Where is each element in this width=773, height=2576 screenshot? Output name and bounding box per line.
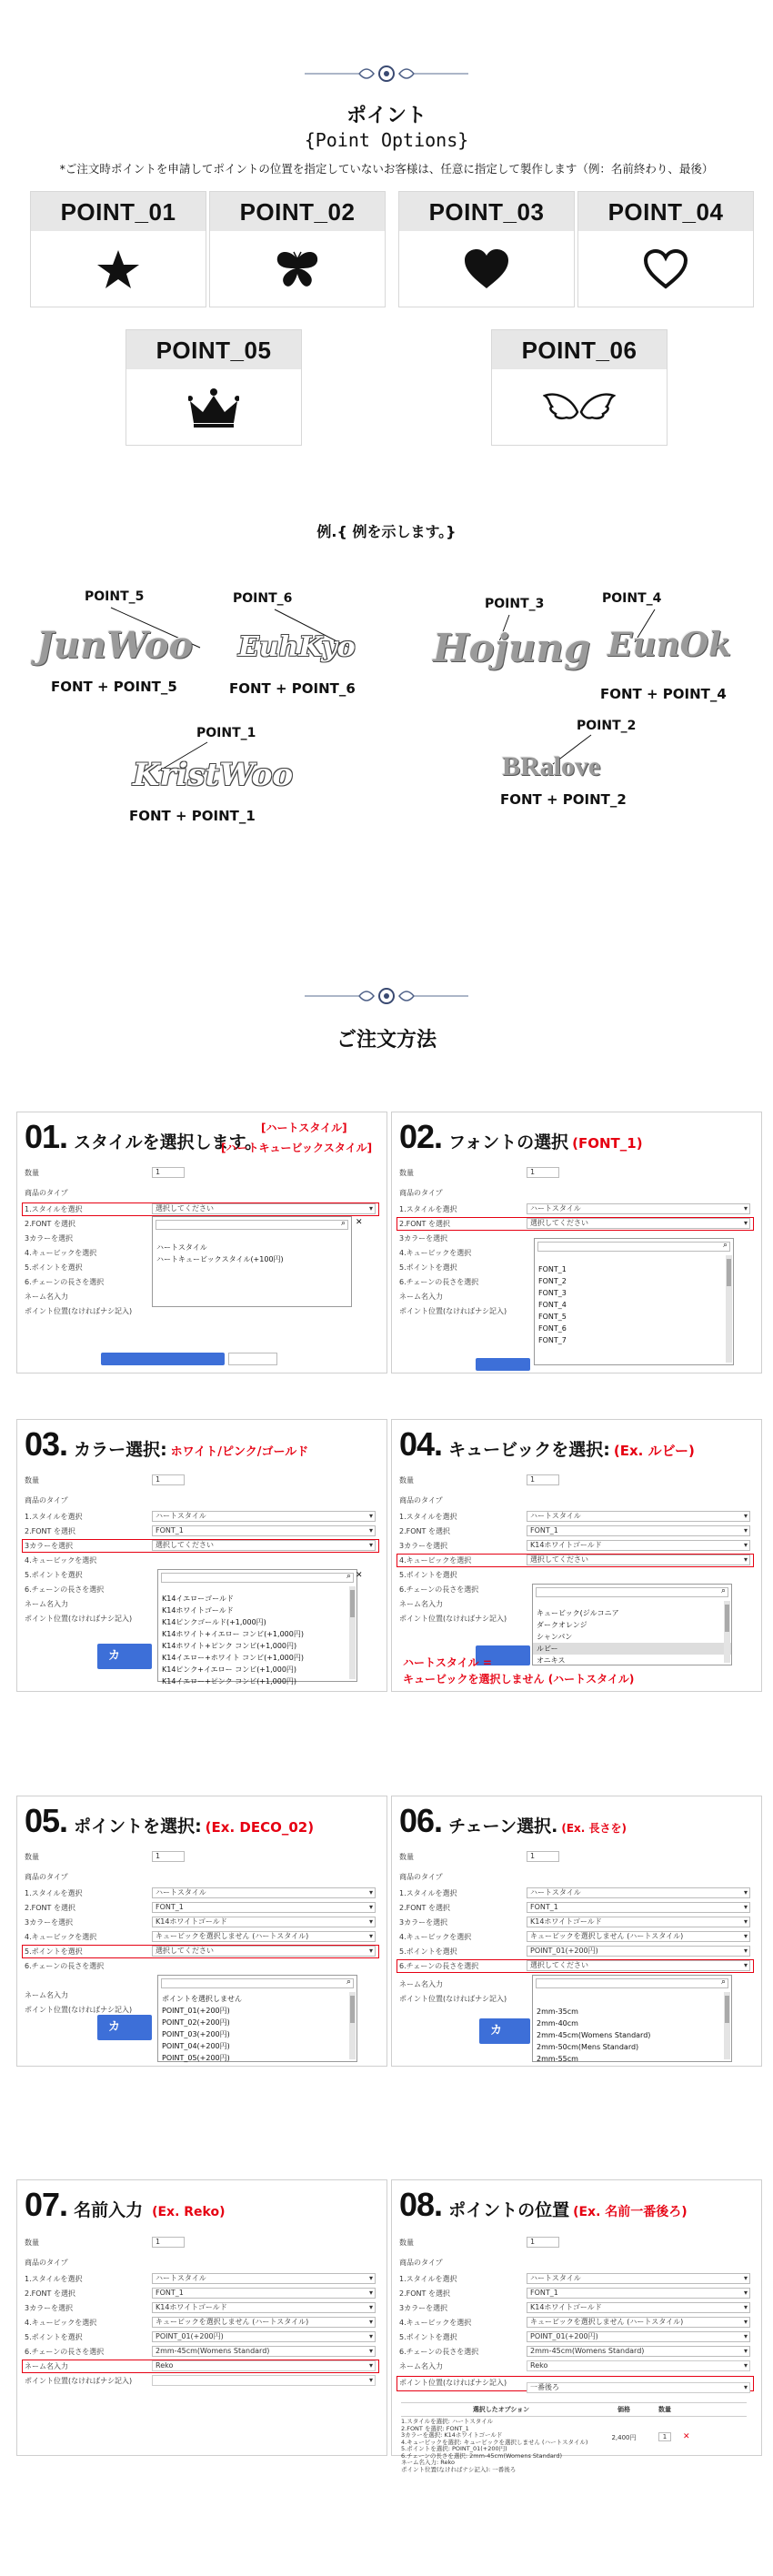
crown-icon bbox=[188, 387, 239, 428]
dropdown-option[interactable]: キュービック(ジルコニア bbox=[537, 1609, 619, 1617]
example-caption: FONT + POINT_4 bbox=[600, 686, 727, 702]
dropdown-option[interactable]: ダークオレンジ bbox=[537, 1621, 587, 1629]
divider-ornament bbox=[305, 984, 468, 1008]
cubic-label: 4.キュービックを選択 bbox=[25, 2319, 97, 2327]
step-note: (Ex. ルビー) bbox=[613, 1443, 695, 1459]
step-number: 03 bbox=[25, 1425, 60, 1463]
dropdown-option[interactable]: K14イエロー+ピンク コンビ(+1,000円) bbox=[162, 1677, 297, 1685]
step-05-panel: 05 . ポイントを選択: (Ex. DECO_02) 数量 1 商品のタイプ 1.スタイルを選択 ハートスタイル ▾ 2.FONT を選択 FONT_1 ▾ 3カラーを選択 K14ホワイトゴールド ▾ 4.キュービックを選択 キュービックを選択しません (ハートスタイル) ▾ 5.ポイントを選択 選択してください ▾ 6.チェーンの長さを選択 ネーム名入力 ポイント位置(なければナシ記入) ⌕ ポイントを選択しません POINT_01(+200円) POINT_02(+200円) POINT_03(+200円) POINT_04(+200円) POINT_05(+200円) カ bbox=[16, 1796, 387, 2067]
example-name: Hojung bbox=[433, 626, 591, 670]
step-note: [ハートスタイル] bbox=[261, 1122, 347, 1134]
style-select[interactable]: ハートスタイル ▾ bbox=[527, 1511, 750, 1522]
step-note: (Ex. 名前一番後ろ) bbox=[573, 2205, 688, 2219]
position-label: ポイント位置(なければナシ記入) bbox=[399, 1995, 507, 2003]
search-icon[interactable] bbox=[161, 1978, 354, 1988]
example-label: POINT_2 bbox=[577, 719, 637, 733]
star-icon bbox=[96, 248, 140, 290]
point-label: 5.ポイントを選択 bbox=[25, 2333, 83, 2341]
add-cart-button[interactable] bbox=[101, 1353, 225, 1365]
example-name: EunOk bbox=[607, 626, 732, 664]
qty-label: 数量 bbox=[25, 1476, 39, 1484]
qty-input[interactable]: 1 bbox=[152, 1167, 185, 1178]
dropdown-option[interactable]: POINT_04(+200円) bbox=[162, 2042, 230, 2050]
step-06-panel: 06 . チェーン選択. (Ex. 長さを) 数量 1 商品のタイプ 1.スタイルを選択 ハートスタイル ▾ 2.FONT を選択 FONT_1 ▾ 3カラーを選択 K14ホワイトゴールド ▾ 4.キュービックを選択 キュービックを選択しません (ハートスタイル) ▾ 5.ポイントを選択 POINT_01(+200円) ▾ 6.チェーンの長さを選択 選択してください ▾ ネーム名入力 ポイント位置(なければナシ記入) ⌕ 2mm-35cm 2mm-40cm 2mm-45cm(Womens Standard) 2mm-50cm(Mens Standard) 2mm-55cm カ bbox=[391, 1796, 762, 2067]
cubic-select[interactable]: キュービックを選択しません (ハートスタイル) ▾ bbox=[152, 2317, 376, 2328]
step-title: キュービックを選択: bbox=[448, 1440, 610, 1460]
style-label: 1.スタイルを選択 bbox=[399, 1889, 457, 1897]
name-label: ネーム名入力 bbox=[25, 2362, 68, 2370]
qty-input[interactable]: 1 bbox=[152, 1851, 185, 1862]
dropdown-option[interactable]: K14ピンクゴールド(+1,000円) bbox=[162, 1618, 266, 1626]
color-label: 3カラーを選択 bbox=[25, 1234, 74, 1243]
dropdown-option[interactable]: FONT_7 bbox=[538, 1336, 567, 1344]
step-08-panel: 08 . ポイントの位置 (Ex. 名前一番後ろ) 数量 1 商品のタイプ 1.スタイルを選択 ハートスタイル ▾ 2.FONT を選択 FONT_1 ▾ 3カラーを選択 K14ホワイトゴールド ▾ 4.キュービックを選択 キュービックを選択しません (ハートスタイル) ▾ 5.ポイントを選択 POINT_01(+200円) ▾ 6.チェーンの長さを選択 2mm-45cm(Womens Standard) ▾ ネーム名入力 Reko ▾ ポイント位置(なければナシ記入) 一番後ろ ▾ 選択したオプション 価格 数量 1.スタイルを選択: ハートスタイル 2.FONT を選択: FONT_1 3カラーを選択: K14ホワイトゴールド 4.キュービックを選択: キュービックを選択しません (ハートスタイル) 5.ポイントを選択: POINT_01(+200円) 6.チェーンの長さを選択: 2mm-45cm(Womens Standard) ネーム名入力: Reko ポイント位置(なければナシ記入): 一番後ろ 2,400円 1 ✕ bbox=[391, 2179, 762, 2456]
selected-options-table bbox=[401, 2402, 747, 2473]
font-label: 2.FONT を選択 bbox=[25, 1527, 75, 1535]
points-subtitle: {Point Options} bbox=[304, 129, 469, 151]
color-select[interactable]: K14ホワイトゴールド ▾ bbox=[527, 1540, 750, 1551]
position-label: ポイント位置(なければナシ記入) bbox=[399, 2379, 507, 2387]
scrollbar[interactable] bbox=[349, 1586, 356, 1679]
dropdown-option[interactable]: ハートキュービックスタイル(+100円) bbox=[156, 1255, 284, 1263]
position-label: ポイント位置(なければナシ記入) bbox=[25, 1615, 133, 1623]
step-title: フォントの選択 bbox=[448, 1132, 569, 1152]
step-note: (Ex. 長さを) bbox=[561, 1822, 627, 1835]
table-header: 選択したオプション bbox=[472, 2406, 530, 2413]
dropdown-option[interactable]: ハートスタイル bbox=[156, 1243, 207, 1252]
close-icon[interactable]: ✕ bbox=[356, 1571, 363, 1580]
point-card-label: POINT_06 bbox=[492, 330, 667, 369]
example-name: EuhKyo bbox=[238, 631, 356, 663]
step-warning: ハートスタイル = キュービックを選択しません (ハートスタイル) bbox=[403, 1656, 635, 1685]
step-note: [ハートキュービックスタイル] bbox=[221, 1142, 373, 1154]
step-number: 02 bbox=[399, 1118, 435, 1155]
dropdown-option[interactable]: FONT_3 bbox=[538, 1289, 567, 1297]
step-number: 05 bbox=[25, 1802, 60, 1839]
cubic-label: 4.キュービックを選択 bbox=[25, 1556, 97, 1565]
step-title: カラー選択: bbox=[74, 1440, 167, 1460]
search-icon[interactable] bbox=[156, 1220, 348, 1230]
style-select[interactable]: 選択してください ▾ bbox=[152, 1203, 376, 1214]
point-card-01 bbox=[30, 191, 206, 307]
name-label: ネーム名入力 bbox=[25, 1991, 68, 1999]
font-label: 2.FONT を選択 bbox=[25, 1220, 75, 1228]
type-label: 商品のタイプ bbox=[399, 2259, 443, 2267]
point-card-06 bbox=[491, 329, 668, 446]
dropdown-option[interactable]: 2mm-55cm bbox=[537, 2055, 578, 2063]
font-dropdown[interactable] bbox=[534, 1238, 734, 1365]
cubic-select[interactable]: キュービックを選択しません (ハートスタイル) ▾ bbox=[152, 1931, 376, 1942]
add-cart-label: カ bbox=[490, 2024, 503, 2038]
font-label: 2.FONT を選択 bbox=[399, 1527, 450, 1535]
qty-label: 数量 bbox=[399, 2239, 414, 2247]
point-card-label: POINT_03 bbox=[399, 192, 574, 231]
heart-outline-icon bbox=[643, 248, 688, 290]
add-cart-button[interactable] bbox=[479, 2018, 530, 2044]
style-label: 1.スタイルを選択 bbox=[25, 1205, 83, 1213]
dropdown-option[interactable]: 2mm-40cm bbox=[537, 2019, 578, 2028]
qty-input[interactable]: 1 bbox=[527, 2237, 559, 2248]
add-cart-button[interactable] bbox=[476, 1358, 530, 1371]
qty-input[interactable]: 1 bbox=[152, 1474, 185, 1485]
color-select[interactable]: K14ホワイトゴールド ▾ bbox=[152, 1917, 376, 1927]
summary-qty[interactable]: 1 bbox=[647, 2419, 683, 2473]
type-label: 商品のタイプ bbox=[25, 1496, 68, 1504]
font-label: 2.FONT を選択 bbox=[25, 1904, 75, 1912]
font-select[interactable]: FONT_1 ▾ bbox=[152, 1525, 376, 1536]
summary-price: 2,400円 bbox=[611, 2434, 637, 2441]
cubic-label: 4.キュービックを選択 bbox=[399, 2319, 472, 2327]
step-note: (Ex. DECO_02) bbox=[205, 1819, 315, 1836]
dropdown-option[interactable]: オニキス bbox=[537, 1656, 566, 1665]
chain-label: 6.チェーンの長さを選択 bbox=[25, 1278, 105, 1286]
example-caption: FONT + POINT_2 bbox=[500, 791, 627, 808]
example-label: POINT_1 bbox=[196, 726, 256, 740]
font-select[interactable]: FONT_1 ▾ bbox=[152, 1902, 376, 1913]
qty-label: 数量 bbox=[25, 2239, 39, 2247]
chain-label: 6.チェーンの長さを選択 bbox=[25, 1585, 105, 1594]
style-select[interactable]: ハートスタイル ▾ bbox=[527, 1887, 750, 1898]
font-label: 2.FONT を選択 bbox=[399, 2289, 450, 2298]
step-number: 06 bbox=[399, 1802, 435, 1839]
name-label: ネーム名入力 bbox=[399, 2362, 443, 2370]
dropdown-option[interactable]: 2mm-35cm bbox=[537, 2007, 578, 2016]
chain-label: 6.チェーンの長さを選択 bbox=[399, 2348, 479, 2356]
name-input[interactable]: Reko ▾ bbox=[527, 2360, 750, 2371]
step-note: (FONT_1) bbox=[572, 1135, 643, 1152]
color-label: 3カラーを選択 bbox=[399, 1542, 448, 1550]
type-label: 商品のタイプ bbox=[399, 1189, 443, 1197]
color-label: 3カラーを選択 bbox=[399, 2304, 448, 2312]
dropdown-option[interactable]: 2mm-45cm(Womens Standard) bbox=[537, 2031, 651, 2039]
step-title: スタイルを選択します。 bbox=[74, 1132, 263, 1152]
step-title: ポイントを選択: bbox=[74, 1816, 202, 1836]
dropdown-option[interactable]: POINT_01(+200円) bbox=[162, 2007, 230, 2015]
point-label: 5.ポイントを選択 bbox=[399, 1947, 457, 1956]
cubic-label: 4.キュービックを選択 bbox=[399, 1556, 472, 1565]
qty-input[interactable]: 1 bbox=[527, 1167, 559, 1178]
style-select[interactable]: ハートスタイル ▾ bbox=[152, 1887, 376, 1898]
qty-input[interactable]: 1 bbox=[527, 1851, 559, 1862]
step-03-panel: 03 . カラー選択: ホワイト/ピンク/ゴールド 数量 1 商品のタイプ 1.スタイルを選択 ハートスタイル ▾ 2.FONT を選択 FONT_1 ▾ 3カラーを選択 選択してください ▾ 4.キュービックを選択 5.ポイントを選択 6.チェーンの長さを選択 ネーム名入力 ポイント位置(なければナシ記入) ⌕ K14イエローゴールド K14ホワイトゴールド K14ピンクゴールド(+1,000円) K14ホワイト+イエロー コンビ(+1,000円) K14ホワイト+ピンク コンビ(+1,000円) K14イエロー+ホワイト コンビ(+1,000円) K14ピンク+イエロー コンビ(+1,000円) K14イエロー+ピンク コンビ(+1,000円) ✕ カ bbox=[16, 1419, 387, 1692]
add-cart-button[interactable] bbox=[97, 2015, 152, 2040]
dropdown-option[interactable]: POINT_02(+200円) bbox=[162, 2018, 230, 2027]
step-01-panel: 01 . スタイルを選択します。 [ハートスタイル] [ハートキュービックスタイル] 数量 1 商品のタイプ 1.スタイルを選択 選択してください ▾ 2.FONT を選択 3カラーを選択 4.キュービックを選択 5.ポイントを選択 6.チェーンの長さを選択 ネーム名入力 ポイント位置(なければナシ記入) ⌕ ハートスタイル ハートキュービックスタイル(+100円) ✕ bbox=[16, 1112, 387, 1374]
color-select[interactable]: K14ホワイトゴールド ▾ bbox=[152, 2302, 376, 2313]
chain-label: 6.チェーンの長さを選択 bbox=[399, 1278, 479, 1286]
dropdown-option[interactable]: ルビー bbox=[533, 1643, 731, 1655]
point-dropdown[interactable] bbox=[157, 1975, 357, 2062]
font-label: 2.FONT を選択 bbox=[25, 2289, 75, 2298]
point-card-label: POINT_04 bbox=[578, 192, 753, 231]
points-title: ポイント bbox=[346, 105, 427, 127]
color-label: 3カラーを選択 bbox=[25, 1918, 74, 1927]
chain-label: 6.チェーンの長さを選択 bbox=[399, 1962, 479, 1970]
dropdown-option[interactable]: FONT_1 bbox=[538, 1265, 567, 1273]
point-label: 5.ポイントを選択 bbox=[399, 2333, 457, 2341]
order-title: ご注文方法 bbox=[336, 1029, 437, 1052]
step-02-panel: 02 . フォントの選択 (FONT_1) 数量 1 商品のタイプ 1.スタイルを選択 ハートスタイル ▾ 2.FONT を選択 選択してください ▾ 3カラーを選択 4.キュービックを選択 5.ポイントを選択 6.チェーンの長さを選択 ネーム名入力 ポイント位置(なければナシ記入) ⌕ FONT_1 FONT_2 FONT_3 FONT_4 FONT_5 FONT_6 FONT_7 bbox=[391, 1112, 762, 1374]
chain-select[interactable]: 2mm-45cm(Womens Standard) ▾ bbox=[152, 2346, 376, 2357]
color-select[interactable]: 選択してください ▾ bbox=[152, 1540, 376, 1551]
example-name: JunWoo bbox=[36, 624, 194, 667]
scrollbar[interactable] bbox=[724, 1601, 730, 1663]
style-select[interactable]: ハートスタイル ▾ bbox=[152, 1511, 376, 1522]
chain-select[interactable]: 2mm-45cm(Womens Standard) ▾ bbox=[527, 2346, 750, 2357]
step-note: (Ex. Reko) bbox=[152, 2205, 226, 2219]
point-card-label: POINT_02 bbox=[210, 192, 385, 231]
butterfly-icon bbox=[274, 248, 321, 290]
style-label: 1.スタイルを選択 bbox=[399, 2275, 457, 2283]
color-dropdown[interactable] bbox=[157, 1569, 357, 1685]
name-input[interactable]: Reko ▾ bbox=[152, 2360, 376, 2371]
point-label: 5.ポイントを選択 bbox=[399, 1263, 457, 1272]
style-select[interactable]: ハートスタイル ▾ bbox=[527, 2273, 750, 2284]
dropdown-option[interactable]: FONT_4 bbox=[538, 1301, 567, 1309]
position-label: ポイント位置(なければナシ記入) bbox=[25, 2006, 133, 2014]
point-card-label: POINT_01 bbox=[31, 192, 206, 231]
point-card-03 bbox=[398, 191, 575, 307]
font-select[interactable]: FONT_1 ▾ bbox=[527, 1525, 750, 1536]
dropdown-option[interactable]: シャンパン bbox=[537, 1633, 573, 1641]
dropdown-option[interactable]: K14イエローゴールド bbox=[162, 1595, 234, 1603]
points-note: *ご注文時ポイントを申請してポイントの位置を指定していないお客様は、任意に指定して製作します（例：名前終わり、最後） bbox=[59, 162, 714, 176]
example-label: POINT_6 bbox=[233, 591, 293, 606]
cubic-label: 4.キュービックを選択 bbox=[399, 1249, 472, 1257]
chain-label: 6.チェーンの長さを選択 bbox=[399, 1585, 479, 1594]
point-card-02 bbox=[209, 191, 386, 307]
point-label: 5.ポイントを選択 bbox=[399, 1571, 457, 1579]
dropdown-option[interactable]: K14ピンク+イエロー コンビ(+1,000円) bbox=[162, 1665, 297, 1674]
color-label: 3カラーを選択 bbox=[25, 2304, 74, 2312]
style-select[interactable]: ハートスタイル ▾ bbox=[527, 1203, 750, 1214]
search-icon[interactable] bbox=[161, 1573, 354, 1583]
font-select[interactable]: 選択してください ▾ bbox=[527, 1218, 750, 1229]
dropdown-option[interactable]: FONT_6 bbox=[538, 1324, 567, 1333]
position-input[interactable] bbox=[152, 2375, 376, 2386]
dropdown-option[interactable]: FONT_2 bbox=[538, 1277, 567, 1285]
style-select[interactable]: ハートスタイル ▾ bbox=[152, 2273, 376, 2284]
dropdown-option[interactable]: K14ホワイト+ピンク コンビ(+1,000円) bbox=[162, 1642, 297, 1650]
style-label: 1.スタイルを選択 bbox=[25, 1889, 83, 1897]
font-select[interactable]: FONT_1 ▾ bbox=[527, 1902, 750, 1913]
position-input[interactable]: 一番後ろ ▾ bbox=[527, 2382, 750, 2393]
cubic-label: 4.キュービックを選択 bbox=[25, 1933, 97, 1941]
examples-title: 例.{ 例を示します。} bbox=[316, 523, 457, 540]
position-label: ポイント位置(なければナシ記入) bbox=[25, 1307, 133, 1315]
font-select[interactable]: FONT_1 ▾ bbox=[152, 2288, 376, 2299]
cubic-label: 4.キュービックを選択 bbox=[399, 1933, 472, 1941]
dropdown-option[interactable]: K14ホワイトゴールド bbox=[162, 1606, 234, 1615]
example-name: BRalove bbox=[502, 751, 601, 781]
name-label: ネーム名入力 bbox=[399, 1600, 443, 1608]
dropdown-option[interactable]: ポイントを選択しません bbox=[162, 1995, 242, 2003]
divider-ornament bbox=[305, 62, 468, 86]
example-label: POINT_3 bbox=[485, 597, 545, 611]
chain-label: 6.チェーンの長さを選択 bbox=[25, 2348, 105, 2356]
qty-label: 数量 bbox=[399, 1169, 414, 1177]
heart-icon bbox=[464, 248, 509, 290]
name-label: ネーム名入力 bbox=[25, 1600, 68, 1608]
scrollbar[interactable] bbox=[349, 1992, 356, 2059]
step-number: 01 bbox=[25, 1118, 60, 1155]
name-label: ネーム名入力 bbox=[399, 1980, 443, 1988]
point-label: 5.ポイントを選択 bbox=[25, 1947, 83, 1956]
position-label: ポイント位置(なければナシ記入) bbox=[25, 2377, 133, 2385]
name-label: ネーム名入力 bbox=[25, 1293, 68, 1301]
qty-input[interactable]: 1 bbox=[527, 1474, 559, 1485]
chain-label: 6.チェーンの長さを選択 bbox=[25, 1962, 105, 1970]
type-label: 商品のタイプ bbox=[25, 2259, 68, 2267]
step-title: ポイントの位置 bbox=[448, 2200, 570, 2220]
search-icon[interactable] bbox=[536, 1587, 728, 1597]
point-card-label: POINT_05 bbox=[126, 330, 301, 369]
name-label: ネーム名入力 bbox=[399, 1293, 443, 1301]
dropdown-option[interactable]: POINT_05(+200円) bbox=[162, 2054, 230, 2062]
dropdown-option[interactable]: K14イエロー+ホワイト コンビ(+1,000円) bbox=[162, 1654, 304, 1662]
example-caption: FONT + POINT_5 bbox=[51, 679, 177, 695]
position-label: ポイント位置(なければナシ記入) bbox=[399, 1307, 507, 1315]
secondary-button[interactable] bbox=[228, 1353, 277, 1365]
point-label: 5.ポイントを選択 bbox=[25, 1263, 83, 1272]
dropdown-option[interactable]: K14ホワイト+イエロー コンビ(+1,000円) bbox=[162, 1630, 304, 1638]
font-label: 2.FONT を選択 bbox=[399, 1220, 450, 1228]
point-card-04 bbox=[577, 191, 754, 307]
style-dropdown[interactable] bbox=[152, 1216, 352, 1307]
example-caption: FONT + POINT_1 bbox=[129, 808, 256, 824]
qty-label: 数量 bbox=[25, 1853, 39, 1861]
dropdown-option[interactable]: 2mm-50cm(Mens Standard) bbox=[537, 2043, 639, 2051]
color-label: 3カラーを選択 bbox=[25, 1542, 74, 1550]
step-title: 名前入力 bbox=[74, 2200, 144, 2220]
chain-dropdown[interactable] bbox=[532, 1975, 732, 2062]
scrollbar[interactable] bbox=[724, 1992, 730, 2059]
type-label: 商品のタイプ bbox=[25, 1189, 68, 1197]
cubic-select[interactable]: キュービックを選択しません (ハートスタイル) ▾ bbox=[527, 1931, 750, 1942]
font-label: 2.FONT を選択 bbox=[399, 1904, 450, 1912]
remove-icon[interactable]: ✕ bbox=[683, 2432, 690, 2441]
point-card-05 bbox=[125, 329, 302, 446]
style-label: 1.スタイルを選択 bbox=[399, 1513, 457, 1521]
cubic-select[interactable]: キュービックを選択しません (ハートスタイル) ▾ bbox=[527, 2317, 750, 2328]
qty-label: 数量 bbox=[399, 1853, 414, 1861]
point-select[interactable]: POINT_01(+200円) ▾ bbox=[527, 1946, 750, 1957]
type-label: 商品のタイプ bbox=[25, 1873, 68, 1881]
example-caption: FONT + POINT_6 bbox=[229, 680, 356, 697]
step-note: ホワイト/ピンク/ゴールド bbox=[170, 1445, 309, 1459]
add-cart-label: カ bbox=[108, 2020, 121, 2034]
style-label: 1.スタイルを選択 bbox=[399, 1205, 457, 1213]
step-number: 04 bbox=[399, 1425, 435, 1463]
position-label: ポイント位置(なければナシ記入) bbox=[399, 1615, 507, 1623]
search-icon[interactable] bbox=[537, 1242, 730, 1252]
search-icon[interactable] bbox=[536, 1978, 728, 1988]
qty-input[interactable]: 1 bbox=[152, 2237, 185, 2248]
color-select[interactable]: K14ホワイトゴールド ▾ bbox=[527, 1917, 750, 1927]
style-label: 1.スタイルを選択 bbox=[25, 2275, 83, 2283]
chain-select[interactable]: 選択してください ▾ bbox=[527, 1960, 750, 1971]
color-select[interactable]: K14ホワイトゴールド ▾ bbox=[527, 2302, 750, 2313]
step-07-panel: 07 . 名前入力 (Ex. Reko) 数量 1 商品のタイプ 1.スタイルを選択 ハートスタイル ▾ 2.FONT を選択 FONT_1 ▾ 3カラーを選択 K14ホワイトゴールド ▾ 4.キュービックを選択 キュービックを選択しません (ハートスタイル) ▾ 5.ポイントを選択 POINT_01(+200円) ▾ 6.チェーンの長さを選択 2mm-45cm(Womens Standard) ▾ ネーム名入力 Reko ▾ ポイント位置(なければナシ記入) ▾ bbox=[16, 2179, 387, 2456]
step-number: 08 bbox=[399, 2186, 435, 2223]
step-number: 07 bbox=[25, 2186, 60, 2223]
dropdown-option[interactable]: POINT_03(+200円) bbox=[162, 2030, 230, 2038]
font-select[interactable]: FONT_1 ▾ bbox=[527, 2288, 750, 2299]
scrollbar[interactable] bbox=[726, 1255, 732, 1363]
wings-icon bbox=[543, 387, 616, 428]
color-label: 3カラーを選択 bbox=[399, 1918, 448, 1927]
color-label: 3カラーを選択 bbox=[399, 1234, 448, 1243]
style-label: 1.スタイルを選択 bbox=[25, 1513, 83, 1521]
step-title: チェーン選択. bbox=[448, 1816, 558, 1836]
qty-label: 数量 bbox=[399, 1476, 414, 1484]
qty-label: 数量 bbox=[25, 1169, 39, 1177]
cubic-select[interactable]: 選択してください ▾ bbox=[527, 1555, 750, 1565]
table-header: 数量 bbox=[658, 2406, 671, 2413]
dropdown-option[interactable]: FONT_5 bbox=[538, 1313, 567, 1321]
cubic-label: 4.キュービックを選択 bbox=[25, 1249, 97, 1257]
cubic-dropdown[interactable] bbox=[532, 1584, 732, 1665]
point-select[interactable]: 選択してください ▾ bbox=[152, 1946, 376, 1957]
type-label: 商品のタイプ bbox=[399, 1496, 443, 1504]
close-icon[interactable]: ✕ bbox=[356, 1218, 363, 1227]
step-04-panel: 04 . キュービックを選択: (Ex. ルビー) 数量 1 商品のタイプ 1.スタイルを選択 ハートスタイル ▾ 2.FONT を選択 FONT_1 ▾ 3カラーを選択 K14ホワイトゴールド ▾ 4.キュービックを選択 選択してください ▾ 5.ポイントを選択 6.チェーンの長さを選択 ネーム名入力 ポイント位置(なければナシ記入) ⌕ キュービック(ジルコニア ダークオレンジ シャンパン ルビー オニキス ハートスタイル = キュービックを選択しません (ハートスタイル) bbox=[391, 1419, 762, 1692]
summary-lines: 1.スタイルを選択: ハートスタイル 2.FONT を選択: FONT_1 3カラーを選択: K14ホワイトゴールド 4.キュービックを選択: キュービックを選択しません (ハートスタイル) 5.ポイントを選択: POINT_01(+200円) 6.チェーンの長さを選択: 2mm-45cm(Womens Standard) ネーム名入力: Reko ポイント位置(なければナシ記入): 一番後ろ bbox=[401, 2418, 588, 2473]
point-select[interactable]: POINT_01(+200円) ▾ bbox=[152, 2331, 376, 2342]
example-label: POINT_4 bbox=[602, 591, 662, 606]
add-cart-label: カ bbox=[108, 1649, 121, 1663]
example-name: KristWoo bbox=[133, 757, 293, 793]
table-header: 価格 bbox=[617, 2406, 630, 2413]
example-label: POINT_5 bbox=[85, 589, 145, 604]
add-cart-button[interactable] bbox=[97, 1644, 152, 1669]
point-select[interactable]: POINT_01(+200円) ▾ bbox=[527, 2331, 750, 2342]
type-label: 商品のタイプ bbox=[399, 1873, 443, 1881]
point-label: 5.ポイントを選択 bbox=[25, 1571, 83, 1579]
